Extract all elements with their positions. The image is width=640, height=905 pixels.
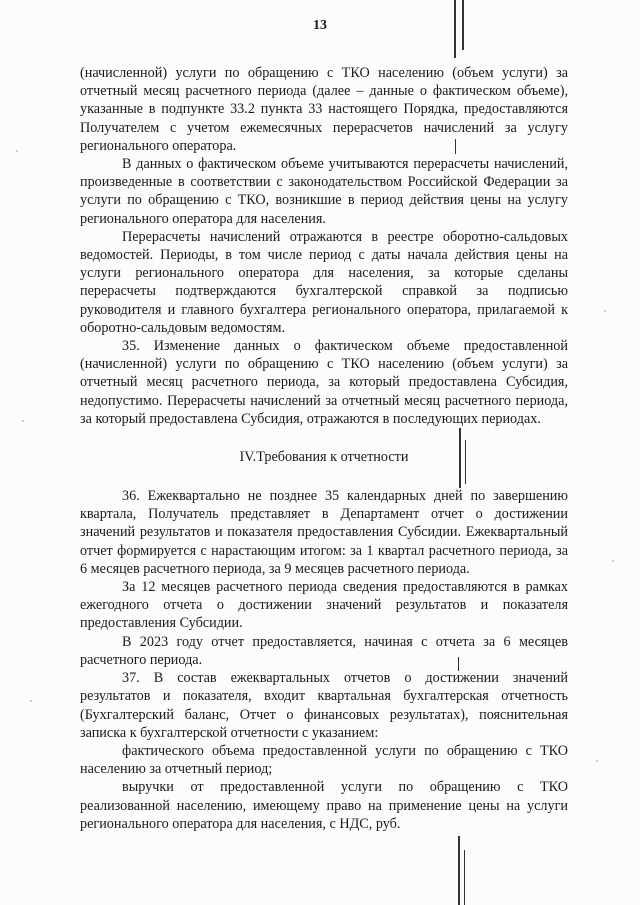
scan-mark-bottom-2 <box>464 850 465 905</box>
scan-mark-top-2 <box>462 0 464 50</box>
paragraph-item-36: 36. Ежеквартально не позднее 35 календарных дней по завершению квартала, Получатель представляет в Департамент отчет о достижении значений результатов и показателя предоставления Субсидии. Ежеквартальный отчет формируется с нарастающим итогом: за 1 квартал расчетного периода, за 6 месяцев расчетного периода, за 9 месяцев расчетного периода. <box>80 488 568 577</box>
scan-speck <box>30 700 32 702</box>
paragraph-continuation: (начисленной) услуги по обращению с ТКО населению (объем услуги) за отчетный месяц расчетного периода (далее – данные о фактическом объеме), указанные в подпункте 33.2 пункта 33 настоящего Порядка, предоставляются Получателем с учетом ежемесячных перерасчетов начислений за услугу регионального оператора. <box>80 65 568 154</box>
scan-speck <box>22 420 24 422</box>
scan-speck <box>604 310 606 312</box>
page-number: 13 <box>313 18 327 33</box>
paragraph-2023: В 2023 году отчет предоставляется, начиная с отчета за 6 месяцев расчетного периода. <box>80 633 568 668</box>
scan-mark-top-1 <box>454 0 456 58</box>
paragraph-recalculations: Перерасчеты начислений отражаются в реестре оборотно-сальдовых ведомостей. Периоды, в том числе период с даты начала действия цены на услуги регионального оператора для населения, за которые сделаны перерасчеты подтверждаются бухгалтерской справкой за подписью руководителя и главного бухгалтера регионального оператора, прилагаемой к оборотно-сальдовым ведомостям. <box>80 228 568 336</box>
paragraph-item-37: 37. В состав ежеквартальных отчетов о достижении значений результатов и показателя, входит квартальная бухгалтерская отчетность (Бухгалтерский баланс, Отчет о финансовых результатах), пояснительная записка к бухгалтерской отчетности с указанием: <box>80 670 568 741</box>
section-heading: IV.Требования к отчетности <box>239 449 409 466</box>
document-body <box>80 64 568 833</box>
paragraph-list-item-revenue: выручки от предоставленной услуги по обращению с ТКО реализованной населению, имеющему право на применение цены на услуги регионального оператора для населения, с НДС, руб. <box>80 779 568 832</box>
scan-speck <box>612 560 614 562</box>
paragraph-fact-volume: В данных о фактическом объеме учитываются перерасчеты начислений, произведенные в соответствии с законодательством Российской Федерации за услуги по обращению с ТКО, возникшие в период действия цены на услугу регионального оператора для населения. <box>80 156 568 227</box>
paragraph-item-35: 35. Изменение данных о фактическом объеме предоставленной (начисленной) услуги по обращению с ТКО населению (объем услуги) за отчетный месяц расчетного периода, за который предоставлена Субсидия, недопустимо. Перерасчеты начислений за отчетный месяц расчетного периода, за который предоставлена Субсидия, отражаются в последующих периодах. <box>80 338 568 427</box>
paragraph-annual-report: За 12 месяцев расчетного периода сведения предоставляются в рамках ежегодного отчета о достижении значений результатов и показателя предоставления Субсидии. <box>80 579 568 632</box>
scan-mark-bottom-1 <box>458 836 460 905</box>
scan-speck <box>596 760 598 762</box>
scan-speck <box>16 150 18 152</box>
paragraph-list-item-volume: фактического объема предоставленной услуги по обращению с ТКО населению за отчетный период; <box>80 742 568 778</box>
